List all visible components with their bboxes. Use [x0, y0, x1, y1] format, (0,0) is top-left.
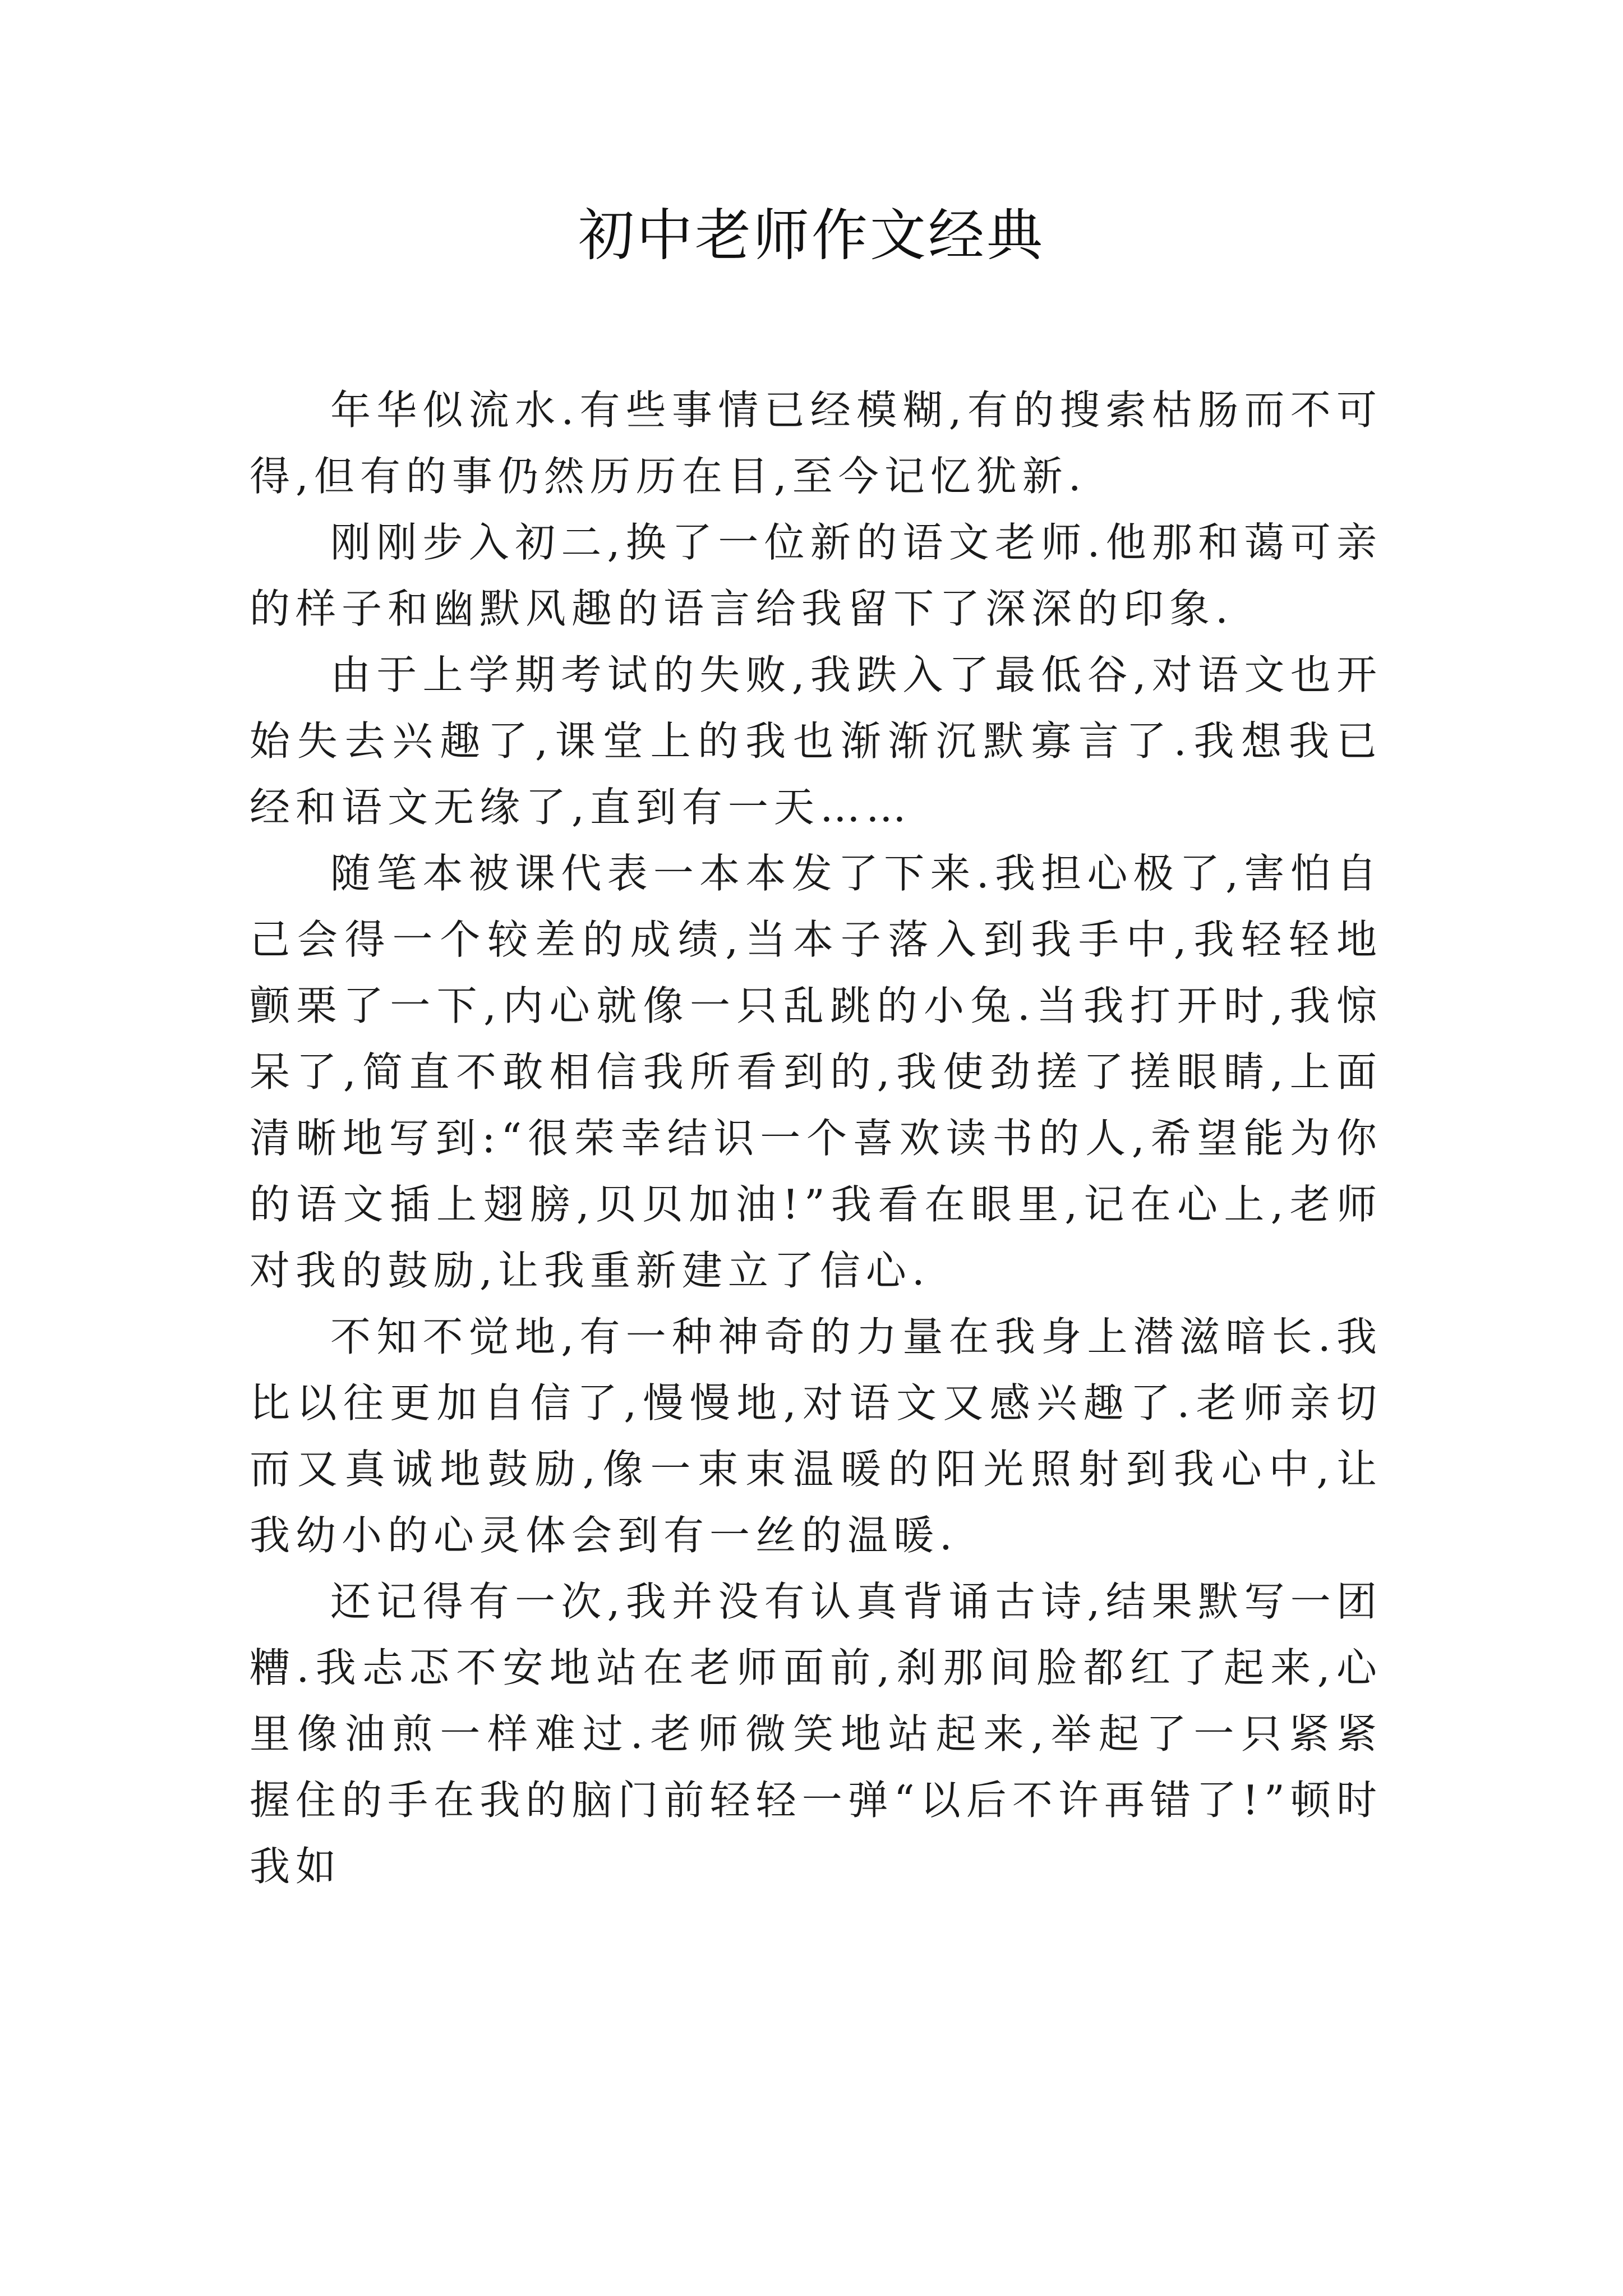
document-body	[250, 377, 1382, 1899]
paragraph: 年华似流水.有些事情已经模糊,有的搜索枯肠而不可得,但有的事仍然历历在目,至今记忆犹新.	[250, 386, 1382, 500]
paragraph: 不知不觉地,有一种神奇的力量在我身上潜滋暗长.我比以往更加自信了,慢慢地,对语文又感兴趣了.老师亲切而又真诚地鼓励,像一束束温暖的阳光照射到我心中,让我幼小的心灵体会到有一丝的温暖.	[250, 1313, 1382, 1559]
paragraph: 随笔本被课代表一本本发了下来.我担心极了,害怕自己会得一个较差的成绩,当本子落入到我手中,我轻轻地颤栗了一下,内心就像一只乱跳的小兔.当我打开时,我惊呆了,简直不敢相信我所看到的,我使劲搓了搓眼睛,上面清晰地写到:“很荣幸结识一个喜欢读书的人,希望能为你的语文插上翅膀,贝贝加油!”我看在眼里,记在心上,老师对我的鼓励,让我重新建立了信心.	[250, 850, 1382, 1294]
document-title: 初中老师作文经典	[578, 203, 1045, 268]
paragraph: 由于上学期考试的失败,我跌入了最低谷,对语文也开始失去兴趣了,课堂上的我也渐渐沉默寡言了.我想我已经和语文无缘了,直到有一天……	[250, 651, 1382, 831]
paragraph: 刚刚步入初二,换了一位新的语文老师.他那和蔼可亲的样子和幽默风趣的语言给我留下了深深的印象.	[250, 519, 1382, 632]
paragraph: 还记得有一次,我并没有认真背诵古诗,结果默写一团糟.我忐忑不安地站在老师面前,刹那间脸都红了起来,心里像油煎一样难过.老师微笑地站起来,举起了一只紧紧握住的手在我的脑门前轻轻一弹“以后不许再错了!”顿时我如	[250, 1578, 1382, 1890]
